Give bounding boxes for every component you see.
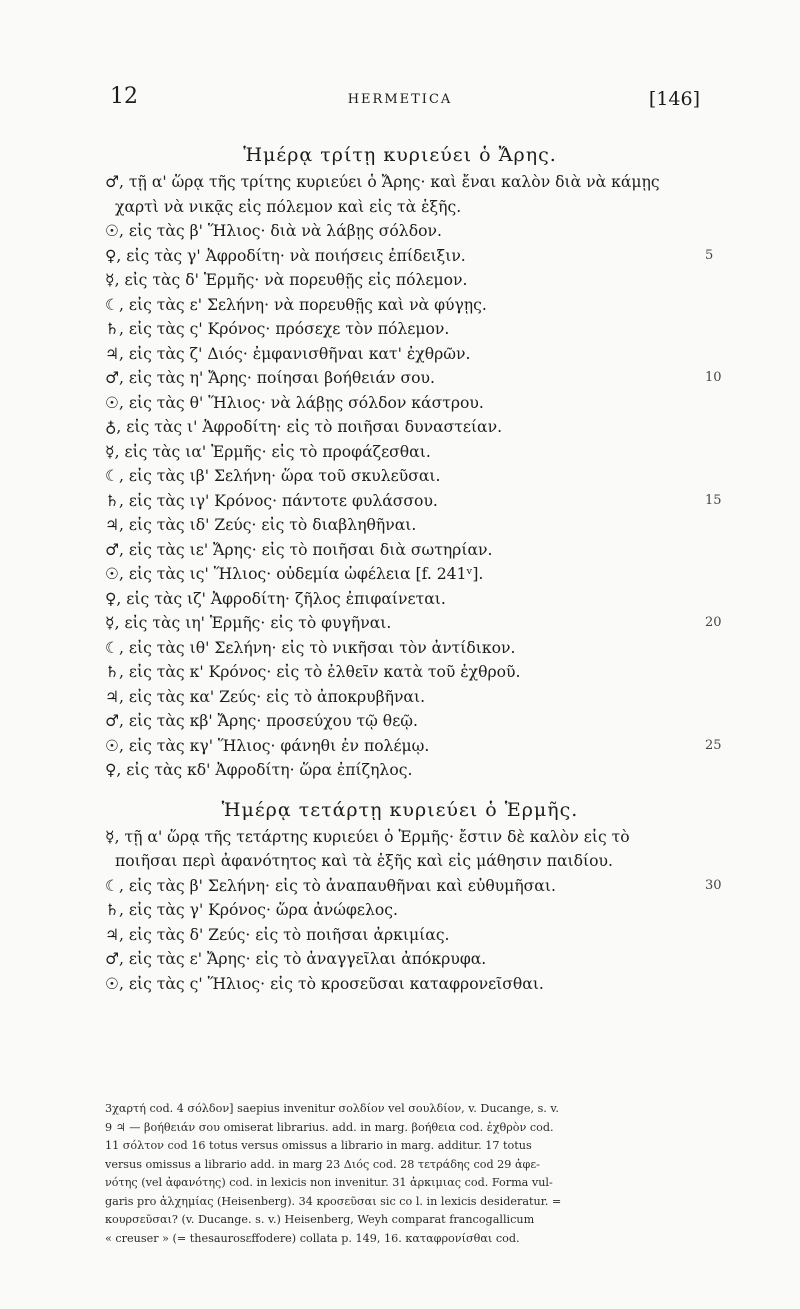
- footnote-line: « creuser » (= thesaurosεffodere) collata p. 149, 16. καταφρονίσθαι cod.: [105, 1231, 520, 1245]
- text-line: [105, 342, 695, 367]
- text-line: [105, 195, 695, 220]
- line-text: ♃, εἰς τὰς κα' Ζεύς· εἰς τὸ ἀποκρυβῆναι.: [105, 687, 426, 706]
- line-text: ♃, εἰς τὰς ζ' Διός· ἐμφανισθῆναι κατ' ἐχθρῶν.: [105, 344, 471, 363]
- line-text: ☿, εἰς τὰς δ' Ἑρμῆς· νὰ πορευθῇς εἰς πόλεμον.: [105, 271, 468, 289]
- text-line: [105, 513, 695, 538]
- line-number: 20: [705, 615, 722, 630]
- line-number: 10: [705, 370, 722, 385]
- line-text: ☉, εἰς τὰς β' Ἥλιος· διὰ νὰ λάβῃς σόλδον.: [105, 222, 442, 240]
- text-line: [105, 898, 695, 923]
- text-line: [105, 758, 695, 783]
- section-title: Ἡμέρᾳ τρίτῃ κυριεύει ὁ Ἄρης.: [243, 144, 557, 166]
- text-line: [105, 219, 695, 244]
- text-line: [105, 874, 722, 899]
- line-text: ☾, εἰς τὰς ιθ' Σελήνη· εἰς τὸ νικῆσαι τὸν ἀντίδικον.: [105, 638, 516, 657]
- text-line: [105, 587, 695, 612]
- line-text: ☾, εἰς τὰς β' Σελήνη· εἰς τὸ ἀναπαυθῆναι καὶ εὐθυμῆσαι.: [105, 876, 556, 895]
- line-text: ♂, εἰς τὰς η' Ἄρης· ποίησαι βοήθειάν σου.: [105, 369, 435, 387]
- section-title: Ἡμέρᾳ τετάρτῃ κυριεύει ὁ Ἑρμῆς.: [221, 798, 579, 821]
- line-text: ♂, εἰς τὰς κβ' Ἄρης· προσεύχου τῷ θεῷ.: [105, 712, 418, 730]
- footnote-line: garis pro ἀλχημίας (Heisenberg). 34 κροσεῦσαι sic co l. in lexicis desideratur. =: [105, 1194, 562, 1208]
- page-number: 12: [110, 84, 138, 109]
- text-line: [105, 293, 695, 318]
- footnote-line: νότης (vel ἀφανότης) cod. in lexicis non invenitur. 31 ἀρκιμιας cod. Forma vul-: [105, 1176, 553, 1189]
- footnote-line: κουρσεῦσαι? (v. Ducange. s. v.) Heisenberg, Weyh comparat francogallicum: [105, 1213, 535, 1226]
- line-number: 15: [705, 492, 722, 508]
- main-text: [105, 140, 722, 996]
- line-text: ♄, εἰς τὰς γ' Κρόνος· ὥρα ἀνώφελος.: [105, 901, 398, 919]
- text-line: [105, 709, 695, 734]
- section-gap: [105, 783, 695, 795]
- line-text: ☾, εἰς τὰς ιβ' Σελήνη· ὥρα τοῦ σκυλεῦσαι.: [105, 467, 441, 485]
- line-text: ποιῆσαι περὶ ἀφανότητος καὶ τὰ ἑξῆς καὶ εἰς μάθησιν παιδίου.: [115, 852, 613, 870]
- line-text: ☉, εἰς τὰς ις' Ἥλιος· οὐδεμία ὠφέλεια [f. 241ᵛ].: [105, 565, 484, 583]
- section-number: [146]: [648, 88, 700, 110]
- line-text: ☉, εἰς τὰς ς' Ἥλιος· εἰς τὸ κροσεῦσαι καταφρονεῖσθαι.: [105, 974, 544, 993]
- text-line: [105, 611, 722, 636]
- line-text: ☿, εἰς τὰς ια' Ἑρμῆς· εἰς τὸ προφάζεσθαι.: [105, 442, 431, 461]
- line-text: ♄, εἰς τὰς ιγ' Κρόνος· πάντοτε φυλάσσου.: [105, 491, 438, 510]
- line-text: ♀, εἰς τὰς ιζ' Ἀφροδίτη· ζῆλος ἐπιφαίνεται.: [105, 589, 446, 608]
- running-title: HERMETICA: [347, 92, 453, 107]
- footnote-line: 9 ♃ — βοήθειάν σου omiserat librarius. add. in marg. βοήθεια cod. ἐχθρὸν cod.: [105, 1120, 554, 1134]
- footnote-line: versus omissus a librario add. in marg 23 Διός cod. 28 τετράδης cod 29 ἀφε-: [105, 1157, 540, 1171]
- line-text: ☾, εἰς τὰς ε' Σελήνη· νὰ πορευθῇς καὶ νὰ φύγῃς.: [105, 295, 487, 314]
- text-line: [105, 440, 695, 465]
- text-line: [105, 538, 695, 563]
- text-line: [105, 972, 695, 997]
- text-line: [105, 391, 695, 416]
- text-line: [105, 923, 695, 948]
- line-number: 5: [705, 247, 714, 263]
- line-text: ♃, εἰς τὰς ιδ' Ζεύς· εἰς τὸ διαβληθῆναι.: [105, 516, 417, 534]
- line-text: χαρτὶ νὰ νικᾷς εἰς πόλεμον καὶ εἰς τὰ ἑξῆς.: [115, 197, 462, 216]
- text-line: [105, 562, 695, 587]
- line-text: ☿, εἰς τὰς ιη' Ἑρμῆς· εἰς τὸ φυγῆναι.: [105, 614, 392, 632]
- text-line: [105, 947, 695, 972]
- line-text: ♁, εἰς τὰς ι' Ἀφροδίτη· εἰς τὸ ποιῆσαι δυναστείαν.: [105, 418, 503, 436]
- line-text: ♂, εἰς τὰς ε' Ἄρης· εἰς τὸ ἀναγγεῖλαι ἀπόκρυφα.: [105, 950, 487, 968]
- line-text: ♂, εἰς τὰς ιε' Ἄρης· εἰς τὸ ποιῆσαι διὰ σωτηρίαν.: [105, 540, 493, 559]
- line-text: ♃, εἰς τὰς δ' Ζεύς· εἰς τὸ ποιῆσαι ἀρκιμίας.: [105, 925, 450, 944]
- line-text: ♂, τῇ α' ὥρᾳ τῆς τρίτης κυριεύει ὁ Ἄρης· καὶ ἔναι καλὸν διὰ νὰ κάμῃς: [105, 173, 660, 191]
- text-line: [105, 489, 722, 514]
- line-text: ♄, εἰς τὰς κ' Κρόνος· εἰς τὸ ἐλθεῖν κατὰ τοῦ ἐχθροῦ.: [105, 663, 521, 681]
- line-number: 25: [705, 737, 722, 753]
- apparatus-criticus: [105, 1100, 695, 1248]
- footnote-line: 11 σόλτον cod 16 totus versus omissus a librario in marg. additur. 17 totus: [105, 1139, 532, 1152]
- text-line: [105, 366, 722, 391]
- line-text: ☉, εἰς τὰς θ' Ἥλιος· νὰ λάβῃς σόλδον κάστρου.: [105, 393, 484, 412]
- text-line: [105, 268, 695, 293]
- line-text: ♀, εἰς τὰς κδ' Ἀφροδίτη· ὥρα ἐπίζηλος.: [105, 761, 413, 779]
- line-text: ♄, εἰς τὰς ς' Κρόνος· πρόσεχε τὸν πόλεμον.: [105, 320, 450, 338]
- text-line: [105, 464, 695, 489]
- text-line: [105, 660, 695, 685]
- line-text: ☉, εἰς τὰς κγ' Ἥλιος· φάνηθι ἐν πολέμῳ.: [105, 736, 430, 755]
- text-line: [105, 685, 695, 710]
- text-line: [105, 317, 695, 342]
- page-header: [0, 84, 800, 114]
- text-line: [105, 415, 695, 440]
- line-text: ☿, τῇ α' ὥρᾳ τῆς τετάρτης κυριεύει ὁ Ἑρμῆς· ἔστιν δὲ καλὸν εἰς τὸ: [105, 827, 630, 846]
- line-text: ♀, εἰς τὰς γ' Ἀφροδίτη· νὰ ποιήσεις ἐπίδειξιν.: [105, 246, 466, 265]
- line-number: 30: [705, 877, 722, 893]
- text-line: [105, 170, 695, 195]
- text-line: [105, 849, 695, 874]
- text-line: [105, 244, 714, 269]
- text-line: [105, 734, 722, 759]
- footnote-line: 3χαρτή cod. 4 σόλδον] saepius invenitur σολδίον vel σουλδίον, v. Ducange, s. v.: [105, 1102, 559, 1115]
- text-line: [105, 636, 695, 661]
- text-line: [105, 825, 695, 850]
